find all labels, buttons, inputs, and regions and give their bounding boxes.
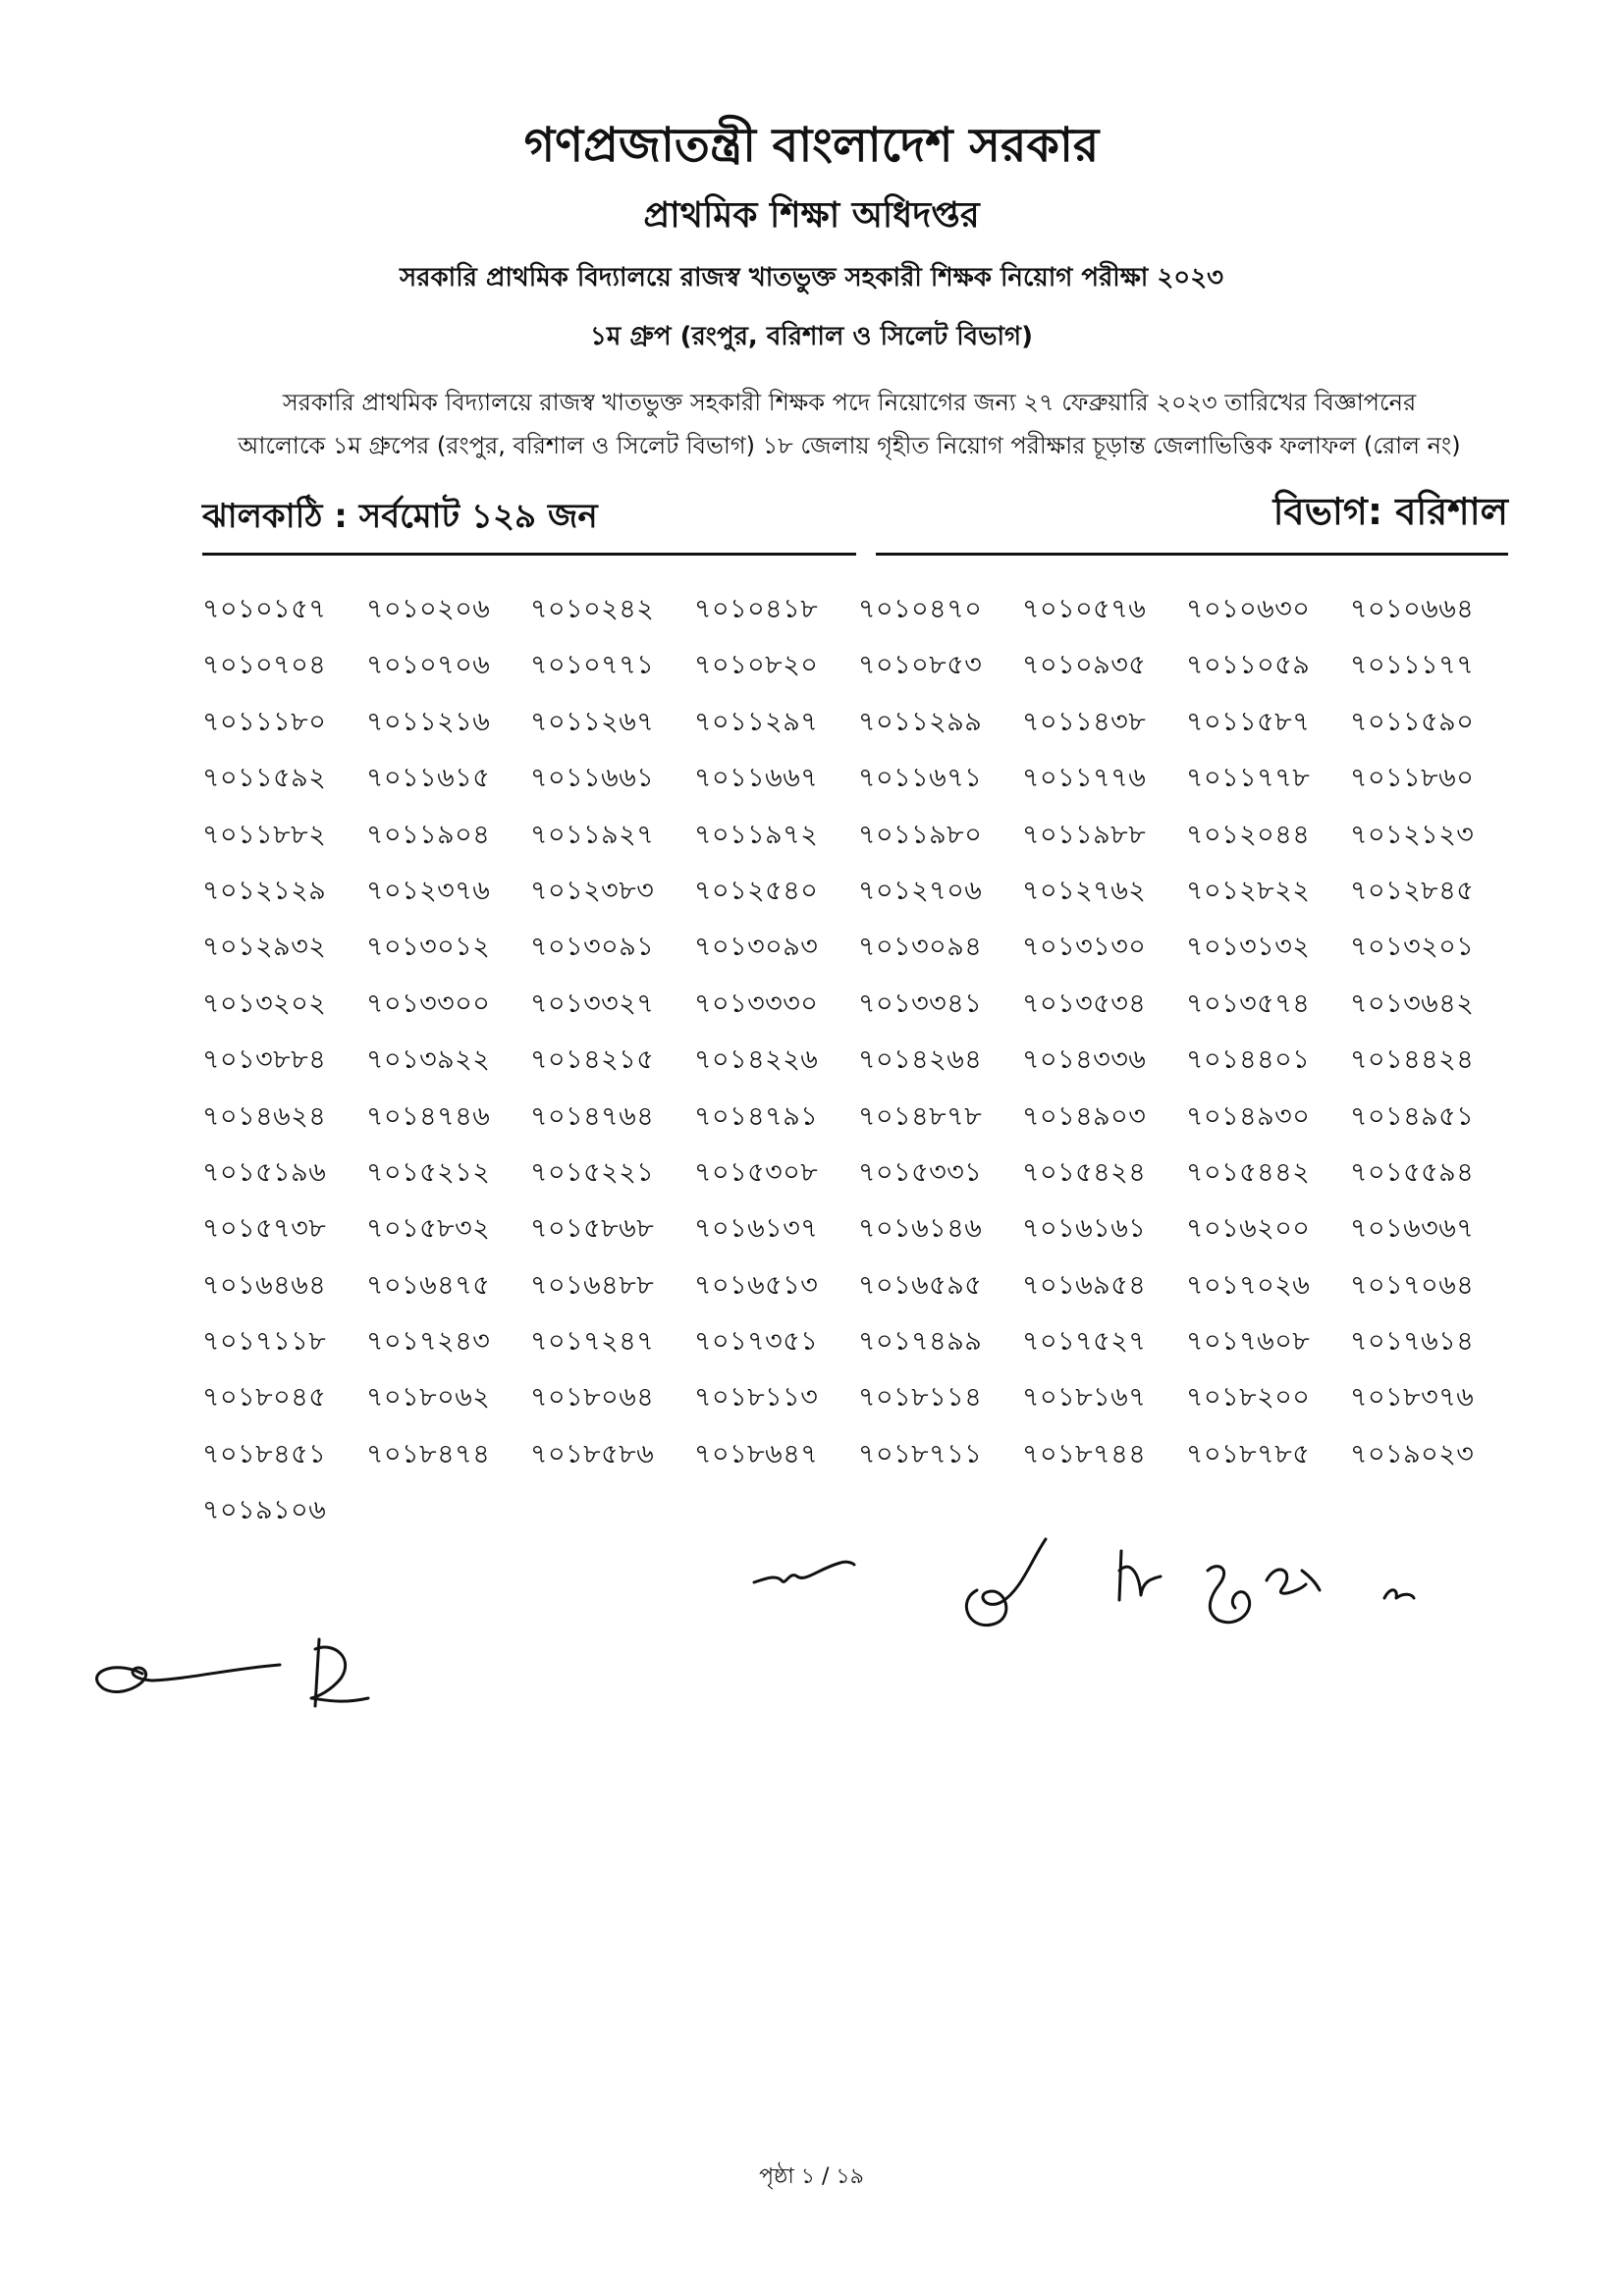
roll-number: ৭০১২৫৪০ xyxy=(694,875,819,906)
roll-number: ৭০১১১৮০ xyxy=(202,706,327,737)
roll-number: ৭০১১১৭৭ xyxy=(1350,650,1475,681)
exam-title: সরকারি প্রাথমিক বিদ্যালয়ে রাজস্ব খাতভুক্ত সহকারী শিক্ষক নিয়োগ পরীক্ষা ২০২৩ xyxy=(399,263,1224,293)
roll-number: ৭০১১৫৯০ xyxy=(1350,706,1475,737)
description-line-2: আলোকে ১ম গ্রুপের (রংপুর, বরিশাল ও সিলেট বিভাগ) ১৮ জেলায় গৃহীত নিয়োগ পরীক্ষার চূড়ান্ত জেলাভিত্তিক ফলাফল (রোল নং) xyxy=(238,432,1461,459)
roll-number: ৭০১৩২০২ xyxy=(202,988,327,1019)
roll-number: ৭০১৪৭৪৬ xyxy=(366,1100,491,1132)
roll-number: ৭০১৮১৬৭ xyxy=(1022,1382,1147,1414)
roll-number: ৭০১৮৭১১ xyxy=(858,1438,983,1469)
divider-left xyxy=(202,553,856,556)
roll-number: ৭০১৭৬১৪ xyxy=(1350,1326,1475,1358)
roll-number: ৭০১৭৩৫১ xyxy=(694,1326,819,1358)
roll-number: ৭০১৪২২৬ xyxy=(694,1044,819,1076)
roll-number: ৭০১১৫৮৭ xyxy=(1186,706,1311,737)
roll-number: ৭০১৮৪৭৪ xyxy=(366,1438,491,1469)
description-line-1: সরকারি প্রাথমিক বিদ্যালয়ে রাজস্ব খাতভুক্ত সহকারী শিক্ষক পদে নিয়োগের জন্য ২৭ ফেব্রুয়ারি ২০২৩ তারিখের বিজ্ঞাপনের xyxy=(282,389,1417,416)
signature-2 xyxy=(947,1531,1065,1639)
roll-number: ৭০১৩১৩২ xyxy=(1186,932,1311,963)
roll-number: ৭০১৮৭৪৪ xyxy=(1022,1438,1147,1469)
roll-number: ৭০১১৬৬১ xyxy=(530,763,655,794)
roll-number: ৭০১০৫৭৬ xyxy=(1022,594,1147,624)
roll-number: ৭০১৬৩৬৭ xyxy=(1350,1213,1475,1245)
roll-number: ৭০১২৮৪৫ xyxy=(1350,875,1475,906)
roll-number: ৭০১৪৯৫১ xyxy=(1350,1100,1475,1132)
roll-number: ৭০১৭৫২৭ xyxy=(1022,1326,1147,1358)
roll-number: ৭০১৬১৩৭ xyxy=(694,1213,819,1245)
roll-number: ৭০১৫২২১ xyxy=(530,1156,655,1188)
roll-number: ৭০১৩৬৪২ xyxy=(1350,988,1475,1019)
roll-number: ৭০১১৫৯২ xyxy=(202,763,327,794)
roll-number: ৭০১৩১৩০ xyxy=(1022,932,1147,963)
roll-number: ৭০১৮৫৮৬ xyxy=(530,1438,655,1469)
roll-number: ৭০১৭০৬৪ xyxy=(1350,1269,1475,1301)
roll-number: ৭০১৭১১৮ xyxy=(202,1326,327,1358)
roll-number: ৭০১৭২৪৩ xyxy=(366,1326,491,1358)
page-number: পৃষ্ঠা ১ / ১৯ xyxy=(759,2164,864,2189)
directorate-title: প্রাথমিক শিক্ষা অধিদপ্তর xyxy=(643,195,980,236)
roll-number: ৭০১৪৪০১ xyxy=(1186,1044,1311,1076)
roll-number: ৭০১১৬৭১ xyxy=(858,763,983,794)
roll-number: ৭০১০৭৭১ xyxy=(530,650,655,681)
roll-number: ৭০১৮১১৩ xyxy=(694,1382,819,1414)
roll-number: ৭০১৪৯৩০ xyxy=(1186,1100,1311,1132)
roll-number: ৭০১২১২৩ xyxy=(1350,819,1475,850)
roll-number: ৭০১০৭০৪ xyxy=(202,650,327,681)
roll-number: ৭০১৬৪৭৫ xyxy=(366,1269,491,1301)
roll-number: ৭০১৮৩৭৬ xyxy=(1350,1382,1475,1414)
roll-number: ৭০১৯০২৩ xyxy=(1350,1438,1475,1469)
roll-number: ৭০১৮০৪৫ xyxy=(202,1382,327,1414)
roll-number: ৭০১০২৪২ xyxy=(530,594,655,624)
roll-number: ৭০১৯১০৬ xyxy=(202,1495,327,1526)
roll-number: ৭০১৪৭৯১ xyxy=(694,1100,819,1132)
roll-number-grid xyxy=(202,589,1518,1547)
roll-number: ৭০১১২১৬ xyxy=(366,706,491,737)
roll-number: ৭০১৫৪২৪ xyxy=(1022,1156,1147,1188)
roll-number: ৭০১৩০৯১ xyxy=(530,932,655,963)
district-total-label: ঝালকাঠি : সর্বমোট ১২৯ জন xyxy=(202,497,598,536)
roll-number: ৭০১৬২০০ xyxy=(1186,1213,1311,1245)
signature-1 xyxy=(746,1541,864,1600)
roll-number: ৭০১১৮৮২ xyxy=(202,819,327,850)
roll-number: ৭০১৫৩৩১ xyxy=(858,1156,983,1188)
roll-number: ৭০১৭২৪৭ xyxy=(530,1326,655,1358)
roll-number: ৭০১০৮৫৩ xyxy=(858,650,983,681)
roll-number: ৭০১২০৪৪ xyxy=(1186,819,1311,850)
division-label: বিভাগ: বরিশাল xyxy=(1272,490,1508,533)
roll-number: ৭০১৪৩৩৬ xyxy=(1022,1044,1147,1076)
roll-number: ৭০১৩০১২ xyxy=(366,932,491,963)
roll-number: ৭০১৬৪৮৮ xyxy=(530,1269,655,1301)
roll-number: ৭০১৪৭৬৪ xyxy=(530,1100,655,1132)
roll-number: ৭০১৬১৪৬ xyxy=(858,1213,983,1245)
signature-3 xyxy=(1109,1541,1463,1639)
roll-number: ৭০১৭৬০৮ xyxy=(1186,1326,1311,1358)
roll-number: ৭০১১৯৮০ xyxy=(858,819,983,850)
roll-number: ৭০১১৯২৭ xyxy=(530,819,655,850)
signature-4 xyxy=(83,1620,388,1728)
roll-number: ৭০১৩৫৩৪ xyxy=(1022,988,1147,1019)
roll-number: ৭০১৫৮৩২ xyxy=(366,1213,491,1245)
roll-number: ৭০১১৯৮৮ xyxy=(1022,819,1147,850)
roll-number: ৭০১১৬১৫ xyxy=(366,763,491,794)
roll-number: ৭০১৮৪৫১ xyxy=(202,1438,327,1469)
roll-number: ৭০১১৭৭৬ xyxy=(1022,763,1147,794)
roll-number: ৭০১৮০৬৪ xyxy=(530,1382,655,1414)
roll-number: ৭০১২৯৩২ xyxy=(202,932,327,963)
roll-number: ৭০১৬৯৫৪ xyxy=(1022,1269,1147,1301)
roll-number: ৭০১৫৭৩৮ xyxy=(202,1213,327,1245)
roll-number: ৭০১০৮২০ xyxy=(694,650,819,681)
roll-number: ৭০১৪৯০৩ xyxy=(1022,1100,1147,1132)
roll-number: ৭০১৩৩০০ xyxy=(366,988,491,1019)
roll-number: ৭০১৬৪৬৪ xyxy=(202,1269,327,1301)
roll-number: ৭০১৬১৬১ xyxy=(1022,1213,1147,1245)
divider-right xyxy=(876,553,1508,556)
roll-number: ৭০১১২৬৭ xyxy=(530,706,655,737)
roll-number: ৭০১১২৯৯ xyxy=(858,706,983,737)
roll-number: ৭০১৫৩০৮ xyxy=(694,1156,819,1188)
roll-number: ৭০১৮৬৪৭ xyxy=(694,1438,819,1469)
roll-number: ৭০১৫২১২ xyxy=(366,1156,491,1188)
roll-number: ৭০১৭৪৯৯ xyxy=(858,1326,983,1358)
roll-number: ৭০১০৪১৮ xyxy=(694,594,819,624)
roll-number: ৭০১২৭৬২ xyxy=(1022,875,1147,906)
roll-number: ৭০১০৯৩৫ xyxy=(1022,650,1147,681)
roll-number: ৭০১৪২১৫ xyxy=(530,1044,655,1076)
roll-number: ৭০১৪৮৭৮ xyxy=(858,1100,983,1132)
roll-number: ৭০১৬৫৯৫ xyxy=(858,1269,983,1301)
roll-number: ৭০১৩২০১ xyxy=(1350,932,1475,963)
roll-number: ৭০১০৬৩০ xyxy=(1186,594,1311,624)
roll-number: ৭০১১৭৭৮ xyxy=(1186,763,1311,794)
roll-number: ৭০১৫৫৯৪ xyxy=(1350,1156,1475,1188)
roll-number: ৭০১৫১৯৬ xyxy=(202,1156,327,1188)
roll-number: ৭০১৫৮৬৮ xyxy=(530,1213,655,1245)
roll-number: ৭০১৬৫১৩ xyxy=(694,1269,819,1301)
roll-number: ৭০১১৬৬৭ xyxy=(694,763,819,794)
roll-number: ৭০১৩০৯৪ xyxy=(858,932,983,963)
roll-number: ৭০১৪৬২৪ xyxy=(202,1100,327,1132)
roll-number: ৭০১৩৯২২ xyxy=(366,1044,491,1076)
roll-number: ৭০১৩৮৮৪ xyxy=(202,1044,327,1076)
roll-number: ৭০১৩৩৩০ xyxy=(694,988,819,1019)
roll-number: ৭০১১৪৩৮ xyxy=(1022,706,1147,737)
roll-number: ৭০১০২০৬ xyxy=(366,594,491,624)
roll-number: ৭০১১৯৭২ xyxy=(694,819,819,850)
roll-number: ৭০১৮১১৪ xyxy=(858,1382,983,1414)
roll-number: ৭০১৪২৬৪ xyxy=(858,1044,983,1076)
roll-number: ৭০১০৪৭০ xyxy=(858,594,983,624)
roll-number: ৭০১৭০২৬ xyxy=(1186,1269,1311,1301)
roll-number: ৭০১৩০৯৩ xyxy=(694,932,819,963)
roll-number: ৭০১০১৫৭ xyxy=(202,594,327,624)
roll-number: ৭০১২১২৯ xyxy=(202,875,327,906)
roll-number: ৭০১৩৩২৭ xyxy=(530,988,655,1019)
result-description xyxy=(201,381,1497,467)
roll-number: ৭০১৫৪৪২ xyxy=(1186,1156,1311,1188)
roll-number: ৭০১২৩৭৬ xyxy=(366,875,491,906)
roll-number: ৭০১২৭০৬ xyxy=(858,875,983,906)
roll-number: ৭০১২৮২২ xyxy=(1186,875,1311,906)
roll-number: ৭০১৮০৬২ xyxy=(366,1382,491,1414)
roll-number: ৭০১০৬৬৪ xyxy=(1350,594,1475,624)
roll-number: ৭০১১৯০৪ xyxy=(366,819,491,850)
roll-number: ৭০১৩৫৭৪ xyxy=(1186,988,1311,1019)
roll-number: ৭০১২৩৮৩ xyxy=(530,875,655,906)
roll-number: ৭০১৮৭৮৫ xyxy=(1186,1438,1311,1469)
roll-number: ৭০১৩৩৪১ xyxy=(858,988,983,1019)
roll-number: ৭০১৮২০০ xyxy=(1186,1382,1311,1414)
group-title: ১ম গ্রুপ (রংপুর, বরিশাল ও সিলেট বিভাগ) xyxy=(590,322,1033,351)
roll-number: ৭০১৪৪২৪ xyxy=(1350,1044,1475,1076)
roll-number: ৭০১১০৫৯ xyxy=(1186,650,1311,681)
government-title: গণপ্রজাতন্ত্রী বাংলাদেশ সরকার xyxy=(523,118,1100,173)
roll-number: ৭০১১২৯৭ xyxy=(694,706,819,737)
roll-number: ৭০১০৭০৬ xyxy=(366,650,491,681)
roll-number: ৭০১১৮৬০ xyxy=(1350,763,1475,794)
